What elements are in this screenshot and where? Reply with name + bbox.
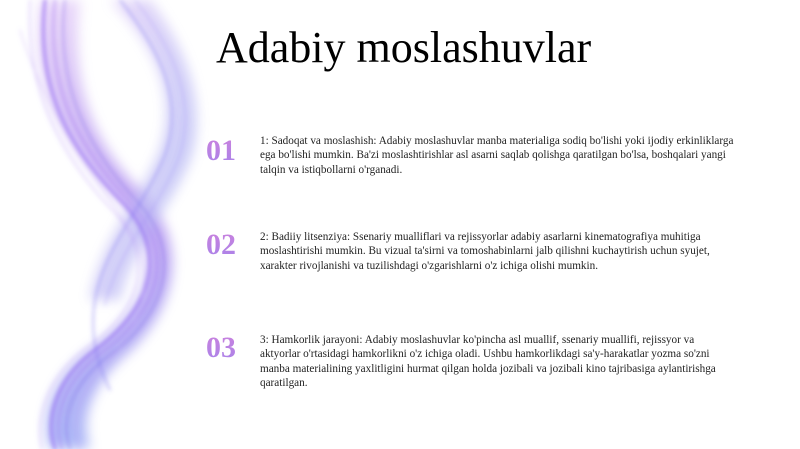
item-text: 1: Sadoqat va moslashish: Adabiy moslashuvlar manba materialiga sodiq bo'lishi yoki ijodiy erkinliklarga ega bo'lishi mumkin. Ba'zi moslashtirishlar asl asarni saqlab qolishga qaratilgan bo'lsa, boshqalari yangi talqin va istiqbollarni o'rganadi.	[260, 135, 734, 176]
item-number: 02	[196, 230, 246, 260]
slide-title: Adabiy moslashuvlar	[216, 23, 592, 72]
item-text: 2: Badiiy litsenziya: Ssenariy mualliflari va rejissyorlar adabiy asarlarni kinematografiya muhitiga moslashtirishi mumkin. Bu vizual ta'sirni va tomoshabinlarni jalb qilishni kuchaytirish uchun syujet, xarakter rivojlanishi va tuzilishdagi o'zgarishlarni o'z ichiga olishi mumkin.	[260, 231, 710, 272]
item-text: 3: Hamkorlik jarayoni: Adabiy moslashuvlar ko'pincha asl muallif, ssenariy muallifi, rejissyor va aktyorlar o'rtasidagi hamkorlikni o'z ichiga oladi. Ushbu hamkorlikdagi sa'y-harakatlar yozma so'zni manba materialining yaxlitligini hurmat qilgan holda jozibali va jozibali kino tajribasiga aylantirishga qaratilgan.	[260, 334, 716, 389]
item-number: 01	[196, 136, 246, 166]
purple-smoke-wave-decoration	[0, 0, 220, 449]
item-number: 03	[196, 333, 246, 363]
